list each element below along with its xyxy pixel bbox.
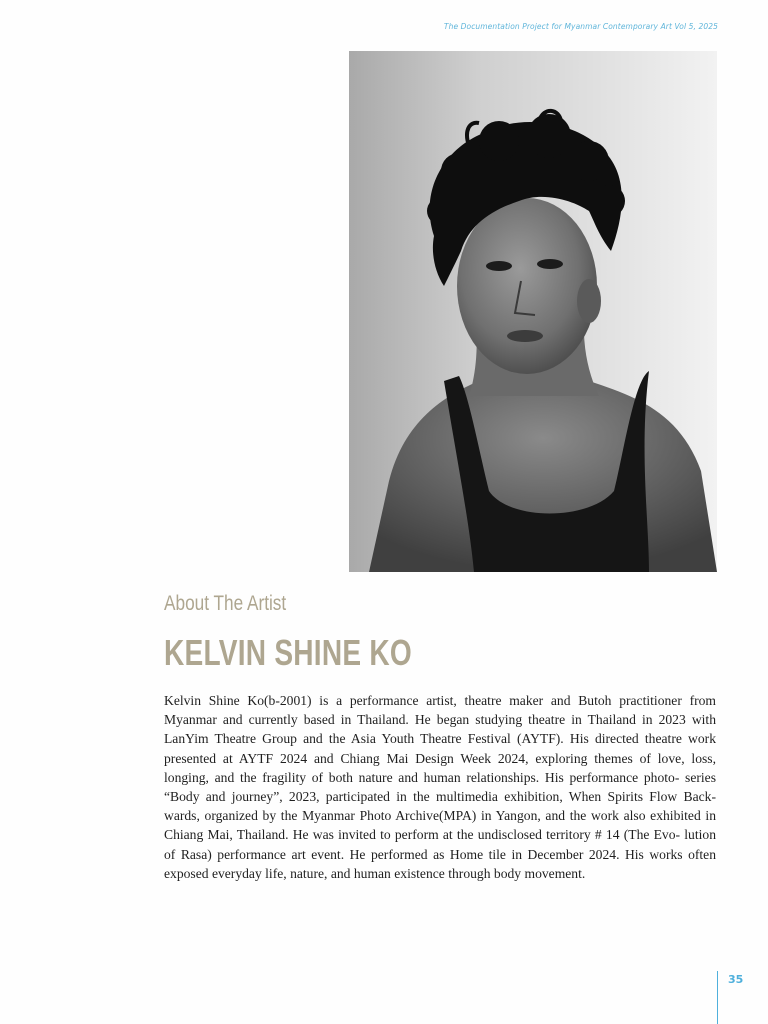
artist-name-heading: KELVIN SHINE KO: [164, 632, 412, 673]
artist-bio-paragraph: Kelvin Shine Ko(b-2001) is a performance artist, theatre maker and Butoh practitioner from Myanmar and currently based in Thailand. He began studying theatre in Thailand in 2023 with LanYim Theatre Group and the Asia Youth Theatre Festival (AYTF). His directed theatre work presented at AYTF 2024 and Chiang Mai Design Week 2024, exploring themes of love, loss, longing, and the fragility of both nature and human relationships. His performance photo- series “Body and journey”, 2023, participated in the multimedia exhibition, When Spirits Flow Back- wards, organized by the Myanmar Photo Archive(MPA) in Yangon, and the work also exhibited in Chiang Mai, Thailand. He was invited to perform at the undisclosed territory # 14 (The Evo- lution of Rasa) performance art event. He performed as Home tile in December 2024. His works often exposed everyday life, nature, and human existence through body movement.: [164, 693, 716, 881]
artist-portrait-photo: [349, 51, 717, 572]
section-label: About The Artist: [164, 592, 287, 615]
running-header: The Documentation Project for Myanmar Contemporary Art Vol 5, 2025: [443, 22, 718, 31]
page-number: 35: [728, 973, 744, 986]
page-number-divider: [717, 971, 718, 1024]
